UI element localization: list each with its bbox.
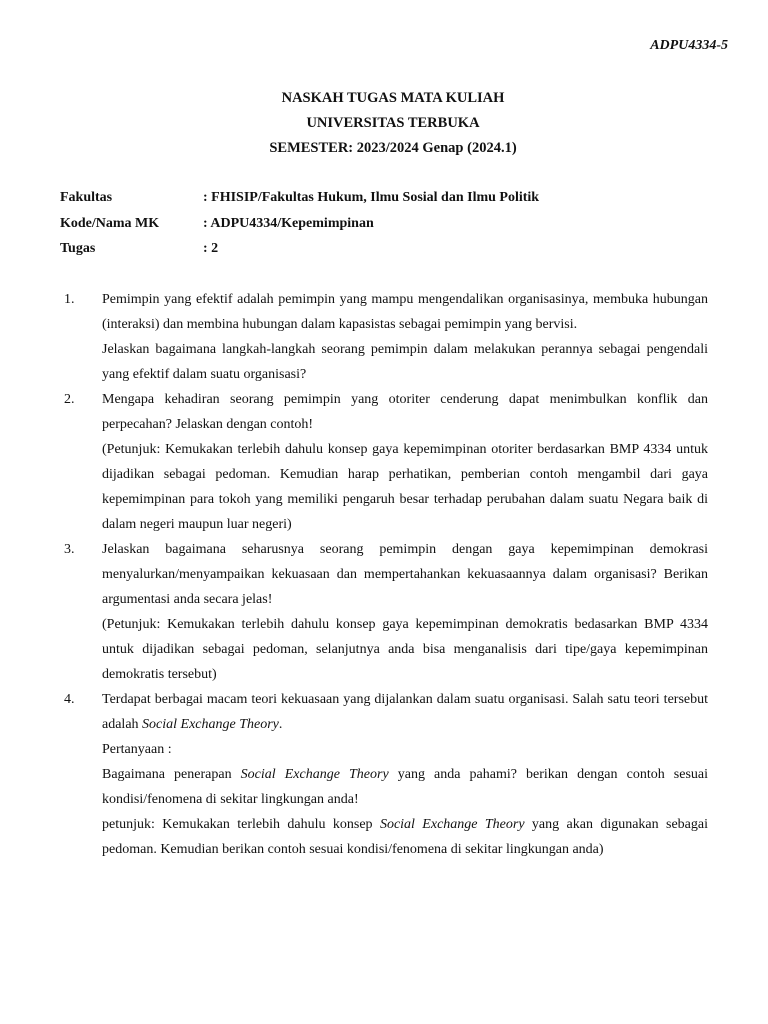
document-code: ADPU4334-5 [650,38,728,53]
question-text-part: yang akan digunakan sebagai pedoman. Kemudian berikan contoh sesuai kondisi/fenomena di sekitar lingkungan anda) [102,817,708,857]
question-hint [102,812,708,862]
fakultas-value: : FHISIP/Fakultas Hukum, Ilmu Sosial dan Ilmu Politik [203,190,540,205]
question-text-part: . [278,717,283,732]
course-label: Kode/Nama MK [60,216,160,231]
theory-term: Social Exchange Theory [142,717,279,732]
document-title: NASKAH TUGAS MATA KULIAH [281,90,505,106]
question-hint: (Petunjuk: Kemukakan terlebih dahulu konsep gaya kepemimpinan otoriter berdasarkan BMP 4334 untuk dijadikan sebagai pedoman. Kemudian harap perhatikan, pemberian contoh mengambil dari gaya kepemimpinan para tokoh yang memiliki pengaruh besar terhadap perubahan dalam suatu Negara baik di dalam negeri maupun luar negeri) [102,442,708,532]
question-prompt-label: Pertanyaan : [102,742,172,757]
question-text: Mengapa kehadiran seorang pemimpin yang otoriter cenderung dapat menimbulkan konflik dan perpecahan? Jelaskan dengan contoh! [102,392,708,432]
university-name: UNIVERSITAS TERBUKA [306,115,480,131]
question-text-part: Bagaimana penerapan [102,767,241,782]
question-text [102,762,708,812]
question-number: 3. [64,542,75,557]
question-3 [60,537,708,687]
question-number: 2. [64,392,75,407]
fakultas-label: Fakultas [60,190,113,205]
question-text: Jelaskan bagaimana langkah-langkah seorang pemimpin dalam melakukan perannya sebagai pengendali yang efektif dalam suatu organisasi? [102,342,708,382]
question-text-part: yang anda pahami? berikan dengan contoh sesuai kondisi/fenomena di sekitar lingkungan anda! [102,767,708,807]
question-4 [60,687,708,862]
theory-term: Social Exchange Theory [379,817,525,832]
question-text: Pemimpin yang efektif adalah pemimpin yang mampu mengendalikan organisasinya, membuka hubungan (interaksi) dan membina hubungan dalam kapasistas sebagai pemimpin yang bervisi. [102,292,708,332]
question-text-part: Terdapat berbagai macam teori kekuasaan yang dijalankan dalam suatu organisasi. Salah satu teori tersebut adalah [102,692,708,732]
tugas-value: : 2 [203,241,219,256]
question-2 [60,387,708,537]
question-text [102,687,708,737]
question-number: 1. [64,292,75,307]
question-hint: (Petunjuk: Kemukakan terlebih dahulu konsep gaya kepemimpinan demokratis bedasarkan BMP 4334 untuk dijadikan sebagai pedoman, selanjutnya anda bisa menganalisis dari tipe/gaya kepemimpinan demokratis tersebut) [102,617,708,682]
question-text: Jelaskan bagaimana seharusnya seorang pemimpin dengan gaya kepemimpinan demokrasi menyalurkan/menyampaikan kekuasaan dan mempertahankan kekuasaannya dalam organisasi? Berikan argumentasi anda secara jelas! [102,542,708,607]
semester-line: SEMESTER: 2023/2024 Genap (2024.1) [269,140,517,156]
question-list [60,287,708,862]
question-number: 4. [64,692,75,707]
question-text-part: petunjuk: Kemukakan terlebih dahulu konsep [102,817,380,832]
question-1 [60,287,708,387]
theory-term: Social Exchange Theory [240,767,389,782]
course-value: : ADPU4334/Kepemimpinan [203,216,374,231]
tugas-label: Tugas [60,241,96,256]
